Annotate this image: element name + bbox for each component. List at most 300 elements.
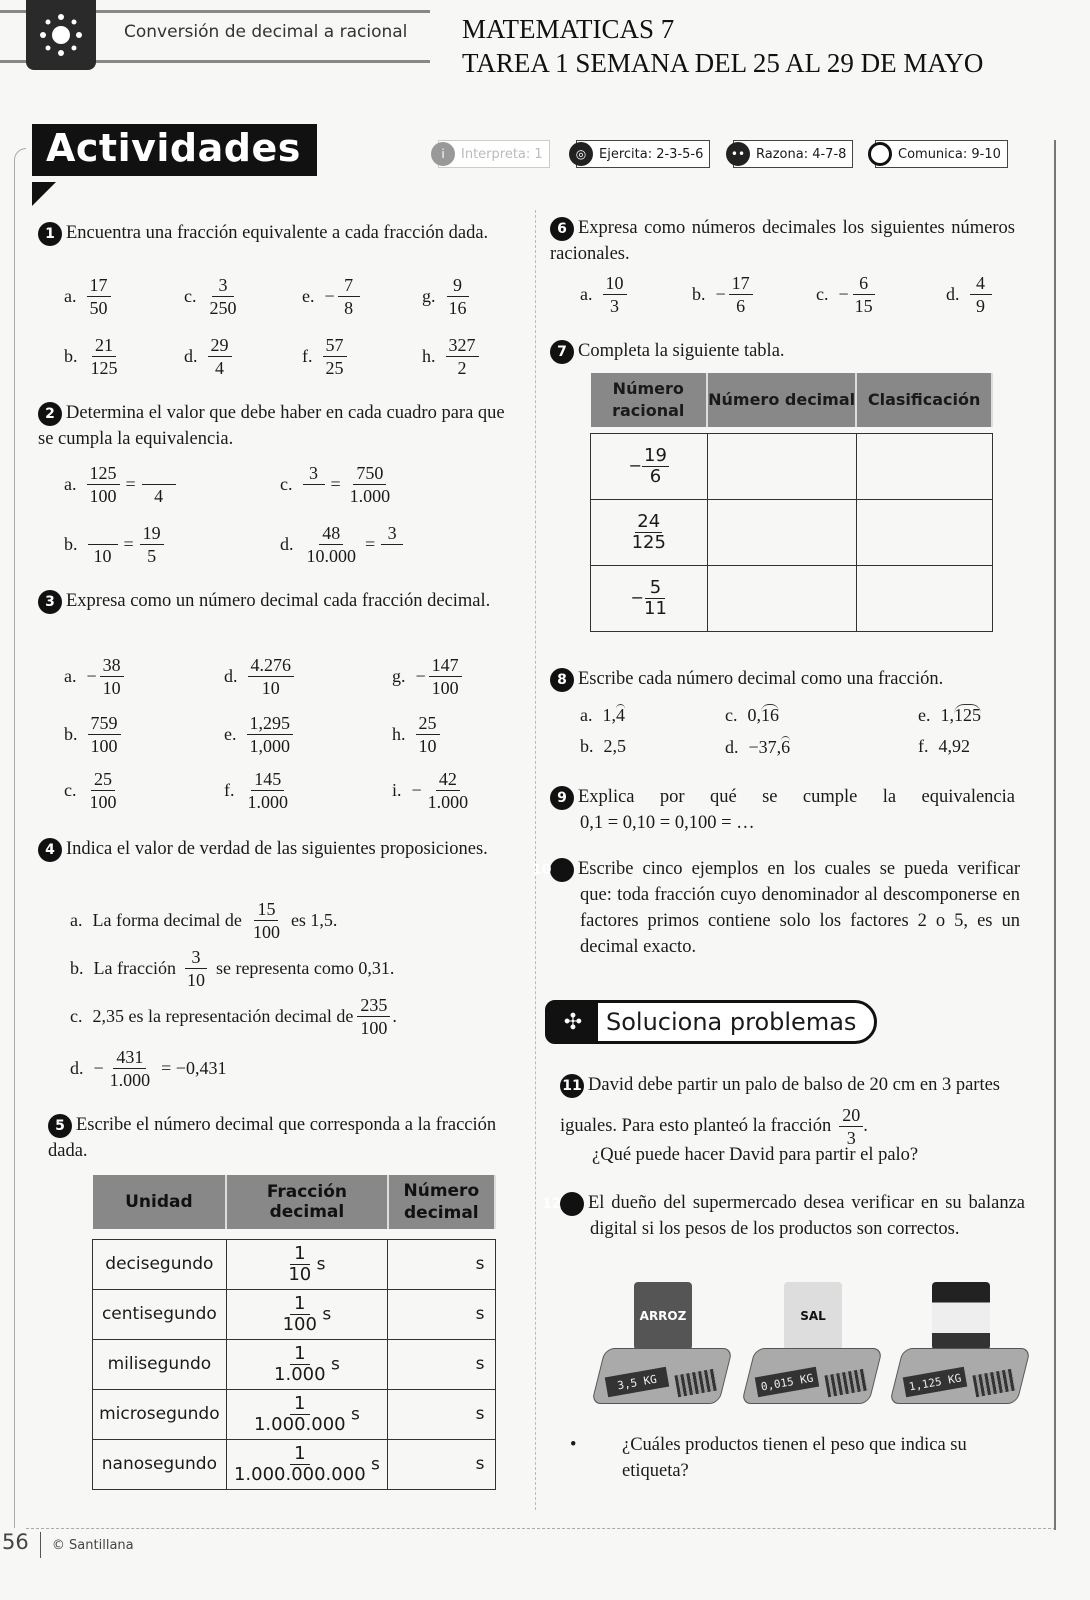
publisher: © Santillana: [51, 1538, 134, 1553]
minus-sign: −: [93, 1058, 104, 1078]
numerator: 42: [436, 768, 460, 791]
minus-sign: −: [411, 780, 422, 800]
ex8-item-e: [918, 704, 981, 726]
numerator: 327: [446, 334, 479, 357]
table-row: [93, 1389, 496, 1439]
decimal-answer-cell[interactable]: [707, 565, 856, 631]
item-label: f.: [302, 346, 313, 366]
answer-cell[interactable]: [388, 1289, 495, 1339]
fraction: [446, 334, 479, 379]
denominator: 6: [649, 465, 662, 487]
exercise-number: 6: [550, 217, 574, 241]
unit-cell: decisegundo: [93, 1239, 227, 1289]
denominator: 50: [89, 298, 108, 318]
scale-display: 0,015 KG: [755, 1367, 820, 1397]
divider: [40, 1532, 41, 1558]
statement-text: Escribe el número decimal que corresponda a la fracción dada.: [48, 1115, 497, 1161]
fraction: [338, 274, 360, 319]
header-clasificacion: Clasificación: [856, 373, 992, 427]
fraction: [250, 898, 283, 943]
unit-s: s: [316, 1254, 326, 1274]
item-label: h.: [422, 346, 436, 366]
fraction-cell: [226, 1339, 387, 1389]
document-title: [462, 12, 983, 80]
item-label: c.: [184, 286, 197, 306]
ex1-item-c: [184, 274, 240, 319]
item-label: d.: [224, 666, 238, 686]
statement-text: Expresa como un número decimal cada fracción decimal.: [66, 591, 491, 611]
statement-text: Escribe cada número decimal como una fracción.: [578, 669, 944, 689]
answer-cell[interactable]: [388, 1439, 495, 1489]
item-label: c.: [816, 284, 829, 304]
exercise-number: 10: [550, 858, 574, 882]
fraction: [248, 654, 295, 699]
numerator: 9: [447, 274, 469, 297]
exercise-10-statement: [532, 856, 1020, 960]
text: .: [392, 1006, 397, 1026]
statement-text: Indica el valor de verdad de las siguientes proposiciones.: [66, 839, 488, 859]
ex6-item-d: [946, 272, 992, 317]
item-label: e.: [224, 724, 237, 744]
header-fraccion-decimal: Fracción decimal: [226, 1175, 387, 1229]
numerator: 25: [91, 768, 115, 791]
denominator: 1.000: [349, 486, 391, 506]
fraction: [347, 462, 394, 507]
rational-cell: [591, 499, 708, 565]
denominator: 11: [644, 597, 667, 619]
badge-label: Interpreta: 1: [461, 146, 543, 162]
numerator: 48: [319, 522, 343, 545]
minus-sign: −: [838, 284, 849, 304]
fraction-cell: [226, 1239, 387, 1289]
denominator: 100: [89, 792, 117, 812]
exercise-9-statement: [550, 784, 1015, 810]
header-numero-decimal: Número decimal: [388, 1175, 495, 1229]
integer-part: 0,: [747, 704, 761, 725]
ex8-item-f: [918, 736, 970, 757]
integer-part: −37,: [748, 736, 782, 757]
column-divider: [535, 210, 536, 1510]
numerator: 17: [729, 272, 753, 295]
ex2-item-c: [280, 462, 393, 507]
statement-text: Determina el valor que debe haber en cada cuadro para que se cumpla la equivalencia.: [38, 403, 505, 449]
ex3-item-d: [224, 654, 294, 699]
decimal-answer-cell[interactable]: [707, 499, 856, 565]
numerator: 6: [853, 272, 875, 295]
fraction: [323, 334, 347, 379]
numerator: 15: [254, 898, 278, 921]
item-label: e.: [302, 286, 315, 306]
fraction: [603, 272, 627, 317]
minus-sign: −: [715, 284, 726, 304]
item-label: g.: [392, 666, 406, 686]
ex8-item-c: [725, 704, 779, 726]
fraction: [88, 334, 121, 379]
decimal-value: 2,5: [603, 736, 626, 756]
exercise-8-statement: [550, 666, 1020, 692]
ex6-item-b: [692, 272, 753, 317]
numerator: 1: [290, 1444, 310, 1465]
denominator: 100: [360, 1018, 388, 1038]
blank-numerator[interactable]: [142, 463, 176, 485]
table-row: [93, 1289, 496, 1339]
numerator: 29: [208, 334, 232, 357]
equals-sign: =: [365, 534, 376, 554]
fraction: [303, 462, 325, 507]
fraction: [87, 462, 120, 507]
exercise-number: 5: [48, 1114, 72, 1138]
unit-cell: milisegundo: [93, 1339, 227, 1389]
exercise-number: 9: [550, 786, 574, 810]
fraction: [247, 712, 294, 757]
item-label: d.: [280, 534, 294, 554]
page-frame-left: [14, 148, 26, 1528]
statement-text: David debe partir un palo de balso de 20 cm en 3 partes iguales. Para esto planteó la fracción: [560, 1075, 1001, 1136]
ex1-item-f: [302, 334, 347, 379]
denominator: 100: [282, 1313, 317, 1335]
item-label: a.: [70, 910, 83, 930]
item-label: c.: [280, 474, 293, 494]
denominator: 3: [610, 296, 619, 316]
denominator: 10: [261, 678, 280, 698]
text: 2,35 es la representación decimal de: [92, 1006, 354, 1026]
equals-sign: =: [125, 474, 136, 494]
fraction: [100, 654, 124, 699]
classification-answer-cell[interactable]: [856, 565, 992, 631]
fraction-blank: [88, 523, 118, 567]
exercise-4-statement: [38, 836, 508, 862]
numerator: 3: [381, 522, 403, 545]
item-label: b.: [64, 724, 78, 744]
periodic-part: 125: [954, 705, 981, 725]
item-label: a.: [580, 704, 593, 725]
exercise-number: 7: [550, 340, 574, 364]
numerator: 57: [323, 334, 347, 357]
question-text: ¿Cuáles productos tienen el peso que indica su etiqueta?: [622, 1435, 967, 1481]
unit-s: s: [475, 1304, 485, 1324]
ex3-item-c: [64, 768, 120, 813]
item-label: d.: [184, 346, 198, 366]
statement-text: Completa la siguiente tabla.: [578, 341, 785, 361]
table-row: [93, 1339, 496, 1389]
exercise-6-statement: [550, 215, 1015, 267]
fraction-cell: [226, 1439, 387, 1489]
info-icon: i: [431, 142, 455, 166]
table-row: [591, 499, 993, 565]
item-label: i.: [392, 780, 402, 800]
answer-cell[interactable]: [388, 1339, 495, 1389]
fraction: [140, 522, 164, 567]
item-label: d.: [946, 284, 960, 304]
item-label: b.: [692, 284, 706, 304]
rational-cell: [591, 565, 708, 631]
ex4-item-c: [70, 994, 397, 1039]
denominator: 100: [431, 678, 459, 698]
unit-cell: centisegundo: [93, 1289, 227, 1339]
periodic-part: 6: [781, 737, 791, 757]
denominator: 100: [89, 486, 117, 506]
statement-text: Expresa como números decimales los siguientes números racionales.: [550, 218, 1015, 264]
periodic-part: 16: [761, 705, 779, 725]
exercise-7-statement: [550, 338, 1015, 364]
page-frame-right: [1054, 140, 1056, 1530]
fraction: [304, 522, 360, 567]
exercise-number: 1: [38, 222, 62, 246]
unit-s: s: [475, 1254, 485, 1274]
exercise-number: 8: [550, 668, 574, 692]
ex1-item-a: [64, 274, 111, 319]
denominator: 10: [186, 970, 205, 990]
numerator: 21: [92, 334, 116, 357]
knot-icon: ✣: [548, 1003, 598, 1041]
banner-tail: [32, 182, 56, 206]
numerator: 25: [416, 712, 440, 735]
fraction-blank: [142, 463, 176, 507]
ex8-item-a: [580, 704, 625, 726]
badge-label: Comunica: 9-10: [898, 146, 1001, 162]
denominator: 9: [976, 296, 985, 316]
fraction: [416, 712, 440, 757]
blank-denominator[interactable]: [389, 545, 395, 567]
denominator: 10: [288, 1263, 312, 1285]
text: = −0,431: [161, 1058, 227, 1078]
fraction: [245, 768, 292, 813]
item-label: b.: [64, 346, 78, 366]
ex2-item-d: [280, 522, 403, 567]
denominator: 1,000: [249, 736, 290, 756]
unit-s: s: [371, 1454, 380, 1474]
denominator: 6: [736, 296, 746, 316]
numerator: 4: [970, 272, 992, 295]
minus-sign: −: [628, 455, 643, 475]
face-icon: ••: [726, 142, 750, 166]
classification-table: [590, 373, 993, 632]
classification-answer-cell[interactable]: [856, 433, 992, 499]
denominator: 1.000: [109, 1070, 151, 1090]
minus-sign: −: [630, 587, 645, 607]
soluciona-problemas-banner: [545, 1000, 877, 1044]
badge-label: Ejercita: 2-3-5-6: [599, 146, 704, 162]
badge-label: Razona: 4-7-8: [756, 146, 847, 162]
period: .: [863, 1115, 868, 1136]
header-numero-racional: Número racional: [591, 373, 708, 427]
header-numero-decimal: Número decimal: [707, 373, 856, 427]
fraction: [729, 272, 753, 317]
unit-cell: microsegundo: [93, 1389, 227, 1439]
item-label: c.: [725, 704, 738, 725]
unit-s: s: [475, 1354, 485, 1374]
fraction: [87, 768, 120, 813]
fraction: [208, 334, 232, 379]
scale-display: 1,125 KG: [903, 1367, 968, 1397]
denominator: 10: [418, 736, 437, 756]
numerator: 7: [338, 274, 360, 297]
ex3-item-i: [392, 768, 471, 813]
answer-cell[interactable]: [388, 1389, 495, 1439]
section-title: Conversión de decimal a racional: [124, 22, 408, 42]
salt-bag: SAL: [784, 1282, 842, 1350]
item-label: c.: [64, 780, 77, 800]
fraction-cell: [226, 1289, 387, 1339]
classification-answer-cell[interactable]: [856, 499, 992, 565]
denominator: 10: [93, 545, 112, 566]
table-row: [93, 1439, 496, 1489]
ex4-item-b: [70, 946, 394, 991]
answer-cell[interactable]: [388, 1239, 495, 1289]
item-label: a.: [64, 474, 77, 494]
rice-bag: ARROZ: [634, 1282, 692, 1350]
exercise-2-statement: [38, 400, 508, 452]
item-label: d.: [70, 1058, 84, 1078]
units-table: [92, 1175, 496, 1490]
decimal-answer-cell[interactable]: [707, 433, 856, 499]
ex2-item-a: [64, 462, 176, 507]
title-line-1: MATEMATICAS 7: [462, 14, 675, 44]
title-line-2: TAREA 1 SEMANA DEL 25 AL 29 DE MAYO: [462, 48, 984, 78]
table-row: [93, 1239, 496, 1289]
page-footer: [2, 1530, 134, 1558]
numerator: 431: [113, 1046, 146, 1069]
ex6-item-a: [580, 272, 627, 317]
unit-s: s: [322, 1304, 332, 1324]
numerator: 750: [353, 462, 386, 485]
numerator: 5: [645, 578, 665, 599]
ex8-item-b: [580, 736, 626, 757]
ex3-item-g: [392, 654, 462, 699]
denominator: 125: [631, 531, 666, 553]
denominator: 1.000.000: [253, 1413, 346, 1435]
scale-rice: [598, 1280, 728, 1410]
actividades-banner: Actividades: [32, 124, 317, 176]
numerator: 4.276: [248, 654, 295, 677]
numerator: 235: [357, 994, 390, 1017]
exercise-number: 4: [38, 838, 62, 862]
minus-sign: −: [324, 286, 335, 306]
badge-ejercita: [576, 140, 710, 168]
numerator: 125: [87, 462, 120, 485]
ex1-item-e: [302, 274, 360, 319]
numerator: 38: [100, 654, 124, 677]
item-label: a.: [64, 666, 77, 686]
statement-text: El dueño del supermercado desea verificar en su balanza digital si los pesos de los productos son correctos.: [588, 1193, 1025, 1239]
bullet-icon: •: [570, 1435, 577, 1455]
decimal-value: 4,92: [938, 736, 970, 756]
denominator: 100: [252, 922, 280, 942]
statement-text: Encuentra una fracción equivalente a cada fracción dada.: [66, 223, 489, 243]
text: es 1,5.: [290, 910, 338, 930]
numerator: 20: [839, 1104, 863, 1127]
fraction: [970, 272, 992, 317]
exercise-12-statement: [542, 1190, 1025, 1242]
numerator: 147: [429, 654, 462, 677]
ex1-item-g: [422, 274, 470, 319]
ex2-item-b: [64, 522, 164, 567]
statement-text: Escribe cinco ejemplos en los cuales se pueda verificar que: toda fracción cuyo denominador al descomponerse en factores primos contiene solo los factores 2 o 5, es un decimal exacto.: [578, 859, 1020, 957]
unit-cell: nanosegundo: [93, 1439, 227, 1489]
blank-denominator[interactable]: [311, 485, 317, 507]
numerator: 19: [644, 444, 667, 466]
numerator: 1: [290, 1394, 310, 1415]
fraction-cell: [226, 1389, 387, 1439]
fraction-blank: [381, 522, 403, 567]
numerator: 3: [303, 462, 325, 485]
ex3-item-b: [64, 712, 121, 757]
badge-comunica: [875, 140, 1008, 168]
denominator: 10.000: [306, 546, 356, 566]
blank-numerator[interactable]: [88, 523, 118, 545]
ex3-item-f: [224, 768, 291, 813]
item-label: g.: [422, 286, 436, 306]
ex3-item-e: [224, 712, 293, 757]
unit-s: s: [351, 1404, 360, 1424]
numerator: 24: [637, 510, 661, 532]
fraction: [357, 994, 390, 1039]
fraction: [425, 768, 472, 813]
fraction: [107, 1046, 154, 1091]
exercise-11-statement: [560, 1066, 1020, 1149]
scale-salt: [748, 1280, 878, 1410]
scale-display: 3,5 KG: [605, 1367, 670, 1397]
unit-s: s: [475, 1454, 485, 1474]
denominator: 100: [90, 736, 118, 756]
item-label: f.: [918, 736, 929, 756]
denominator: 16: [448, 298, 467, 318]
exercise-5-statement: [48, 1112, 518, 1164]
ex1-item-h: [422, 334, 479, 379]
equivalence-expression: 0,1 = 0,10 = 0,100 = …: [580, 813, 755, 833]
numerator: 759: [88, 712, 121, 735]
item-label: a.: [580, 284, 593, 304]
statement-text: Explica por qué se cumple la equivalencia: [578, 787, 1015, 807]
numerator: 1: [290, 1294, 310, 1315]
banner-title: Soluciona problemas: [606, 1008, 857, 1036]
ex1-item-b: [64, 334, 121, 379]
exercise-12-question: [570, 1432, 1036, 1484]
periodic-part: 4: [616, 705, 625, 725]
exercise-3-statement: [38, 588, 508, 614]
denominator: 4: [215, 358, 224, 378]
ex3-item-h: [392, 712, 440, 757]
fraction: [184, 946, 208, 991]
text: se representa como 0,31.: [215, 958, 395, 978]
ex4-item-a: [70, 898, 337, 943]
equals-sign: =: [123, 534, 134, 554]
header-unidad: Unidad: [93, 1175, 227, 1229]
denominator: 15: [854, 296, 873, 316]
minus-sign: −: [86, 666, 97, 686]
ex8-item-d: [725, 736, 790, 758]
table-row: [591, 565, 993, 631]
numerator: 3: [212, 274, 234, 297]
exercise-number: 12: [560, 1192, 584, 1216]
item-label: b.: [580, 736, 594, 756]
ex6-item-c: [816, 272, 876, 317]
ex1-item-d: [184, 334, 232, 379]
badge-razona: [730, 140, 853, 168]
exercise-number: 2: [38, 402, 62, 426]
fraction: [207, 274, 240, 319]
denominator: 8: [344, 298, 354, 318]
scale-jar: [896, 1280, 1026, 1410]
fraction: [429, 654, 462, 699]
unit-s: s: [330, 1354, 340, 1374]
unit-s: s: [475, 1404, 485, 1424]
numerator: 1: [290, 1244, 310, 1265]
numerator: 145: [251, 768, 284, 791]
exercise-number: 11: [560, 1074, 584, 1098]
item-label: d.: [725, 736, 739, 757]
target-icon: ◎: [569, 142, 593, 166]
